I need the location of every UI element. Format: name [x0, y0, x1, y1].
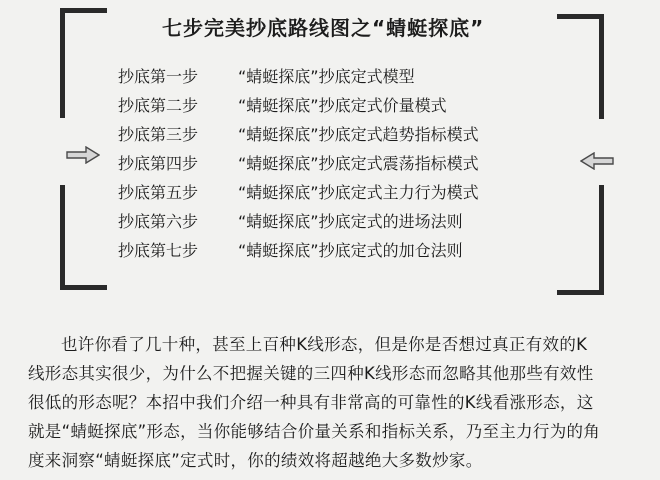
paragraph-line: 度来洞察“蜻蜓探底”定式时，你的绩效将超越绝大多数炒家。: [28, 451, 483, 470]
step-text: “蜻蜓探底”抄底定式震荡指标模式: [238, 154, 479, 173]
step-text: “蜻蜓探底”抄底定式的加仓法则: [238, 241, 463, 260]
step-item: [118, 236, 479, 265]
step-item: [118, 62, 479, 91]
steps-list: [118, 62, 479, 265]
left-arrow-icon: [580, 152, 614, 170]
paragraph-line: 线形态其实很少，为什么不把握关键的三四种K线形态而忽略其他那些有效性: [28, 364, 594, 383]
frame-bracket-top-right: [557, 14, 604, 119]
frame-bracket-bottom-right: [557, 185, 604, 295]
frame-bracket-bottom-left: [60, 185, 107, 290]
step-number: 抄底第四步: [118, 154, 199, 173]
step-item: [118, 149, 479, 178]
step-number: 抄底第二步: [118, 96, 199, 115]
step-item: [118, 178, 479, 207]
step-number: 抄底第六步: [118, 212, 199, 231]
step-number: 抄底第三步: [118, 125, 199, 144]
step-text: “蜻蜓探底”抄底定式模型: [238, 67, 415, 86]
right-arrow-icon: [66, 146, 100, 164]
frame-bracket-top-left: [60, 8, 107, 118]
step-item: [118, 91, 479, 120]
step-text: “蜻蜓探底”抄底定式价量模式: [238, 96, 447, 115]
step-number: 抄底第五步: [118, 183, 199, 202]
step-text: “蜻蜓探底”抄底定式的进场法则: [238, 212, 463, 231]
body-paragraph: [28, 330, 642, 475]
step-number: 抄底第七步: [118, 241, 199, 260]
paragraph-line: 也许你看了几十种，甚至上百种K线形态，但是你是否想过真正有效的K: [61, 335, 588, 354]
paragraph-line: 很低的形态呢？本招中我们介绍一种具有非常高的可靠性的K线看涨形态，这: [28, 393, 594, 412]
step-text: “蜻蜓探底”抄底定式主力行为模式: [238, 183, 479, 202]
step-number: 抄底第一步: [118, 67, 199, 86]
step-item: [118, 207, 479, 236]
step-item: [118, 120, 479, 149]
diagram-title: 七步完美抄底路线图之“蜻蜓探底”: [162, 16, 485, 40]
step-text: “蜻蜓探底”抄底定式趋势指标模式: [238, 125, 479, 144]
paragraph-line: 就是“蜻蜓探底”形态，当你能够结合价量关系和指标关系，乃至主力行为的角: [28, 422, 601, 441]
